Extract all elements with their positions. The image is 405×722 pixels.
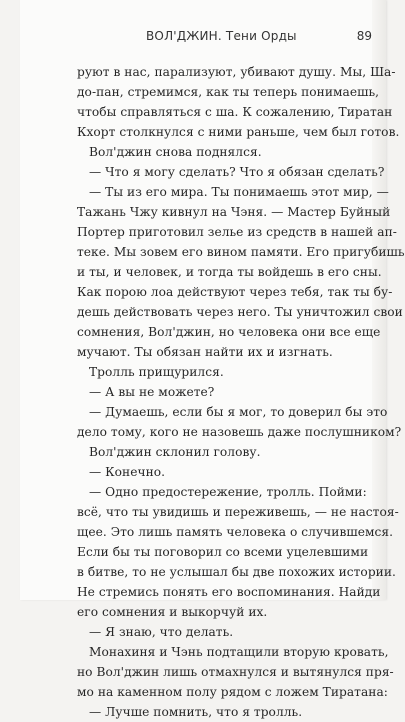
page-number: 89 [356,29,372,43]
text-line: дешь действовать через него. Ты уничтожил свои [77,305,403,319]
text-line: всё, что ты увидишь и переживешь, — не настоя- [77,505,399,519]
text-line: Вол'джин снова поднялся. [89,145,262,159]
text-line: щее. Это лишь память человека о случившемся. [77,525,394,539]
text-line: его сомнения и выкорчуй их. [77,605,268,619]
text-line: дело тому, кого не назовешь даже послушником? [77,425,402,439]
text-line: сомнения, Вол'джин, но человека они все еще [77,325,381,339]
text-line: Как порою лоа действуют через тебя, так ты бу- [77,285,393,299]
running-title: ВОЛ'ДЖИН. Тени Орды [146,29,297,43]
text-line: Монахиня и Чэнь подтащили вторую кровать, [89,645,389,659]
text-line: Портер приготовил зелье из средств в нашей ап- [77,225,397,239]
text-line: — Думаешь, если бы я мог, то доверил бы это [89,405,388,419]
text-line: — Конечно. [89,465,166,479]
text-line: мо на каменном полу рядом с ложем Тиратана: [77,685,388,699]
page-header [146,29,372,49]
text-line: — Я знаю, что делать. [89,625,234,639]
text-line: теке. Мы зовем его вином памяти. Его пригубишь [77,245,405,259]
text-line: — Что я могу сделать? Что я обязан сделать? [89,165,385,179]
text-line: — Одно предостережение, тролль. Пойми: [89,485,367,499]
text-line: Вол'джин склонил голову. [89,445,261,459]
text-line: до-пан, стремимся, как ты теперь понимаешь, [77,85,380,99]
book-page [20,0,405,719]
text-line: Тролль прищурился. [89,365,224,379]
text-line: — А вы не можете? [89,385,215,399]
text-line: мучают. Ты обязан найти их и изгнать. [77,345,333,359]
text-line: и ты, и человек, и тогда ты войдешь в его сны. [77,265,382,279]
text-line: — Ты из его мира. Ты понимаешь этот мир, — [89,185,389,199]
text-line: Кхорт столкнулся с ними раньше, чем был готов. [77,125,400,139]
text-line: — Лучше помнить, что я тролль. [89,705,303,719]
body-text [77,62,405,722]
text-line: руют в нас, парализуют, убивают душу. Мы, Ша- [77,65,396,79]
text-line: но Вол'джин лишь отмахнулся и вытянулся пря- [77,665,394,679]
text-line: в битве, то не услышал бы две похожих истории. [77,565,396,579]
text-line: Не стремись понять его воспоминания. Найди [77,585,381,599]
text-line: Если бы ты поговорил со всеми уцелевшими [77,545,369,559]
text-line: чтобы справляться с ша. К сожалению, Тиратан [77,105,393,119]
text-line: Тажань Чжу кивнул на Чэня. — Мастер Буйный [77,205,391,219]
